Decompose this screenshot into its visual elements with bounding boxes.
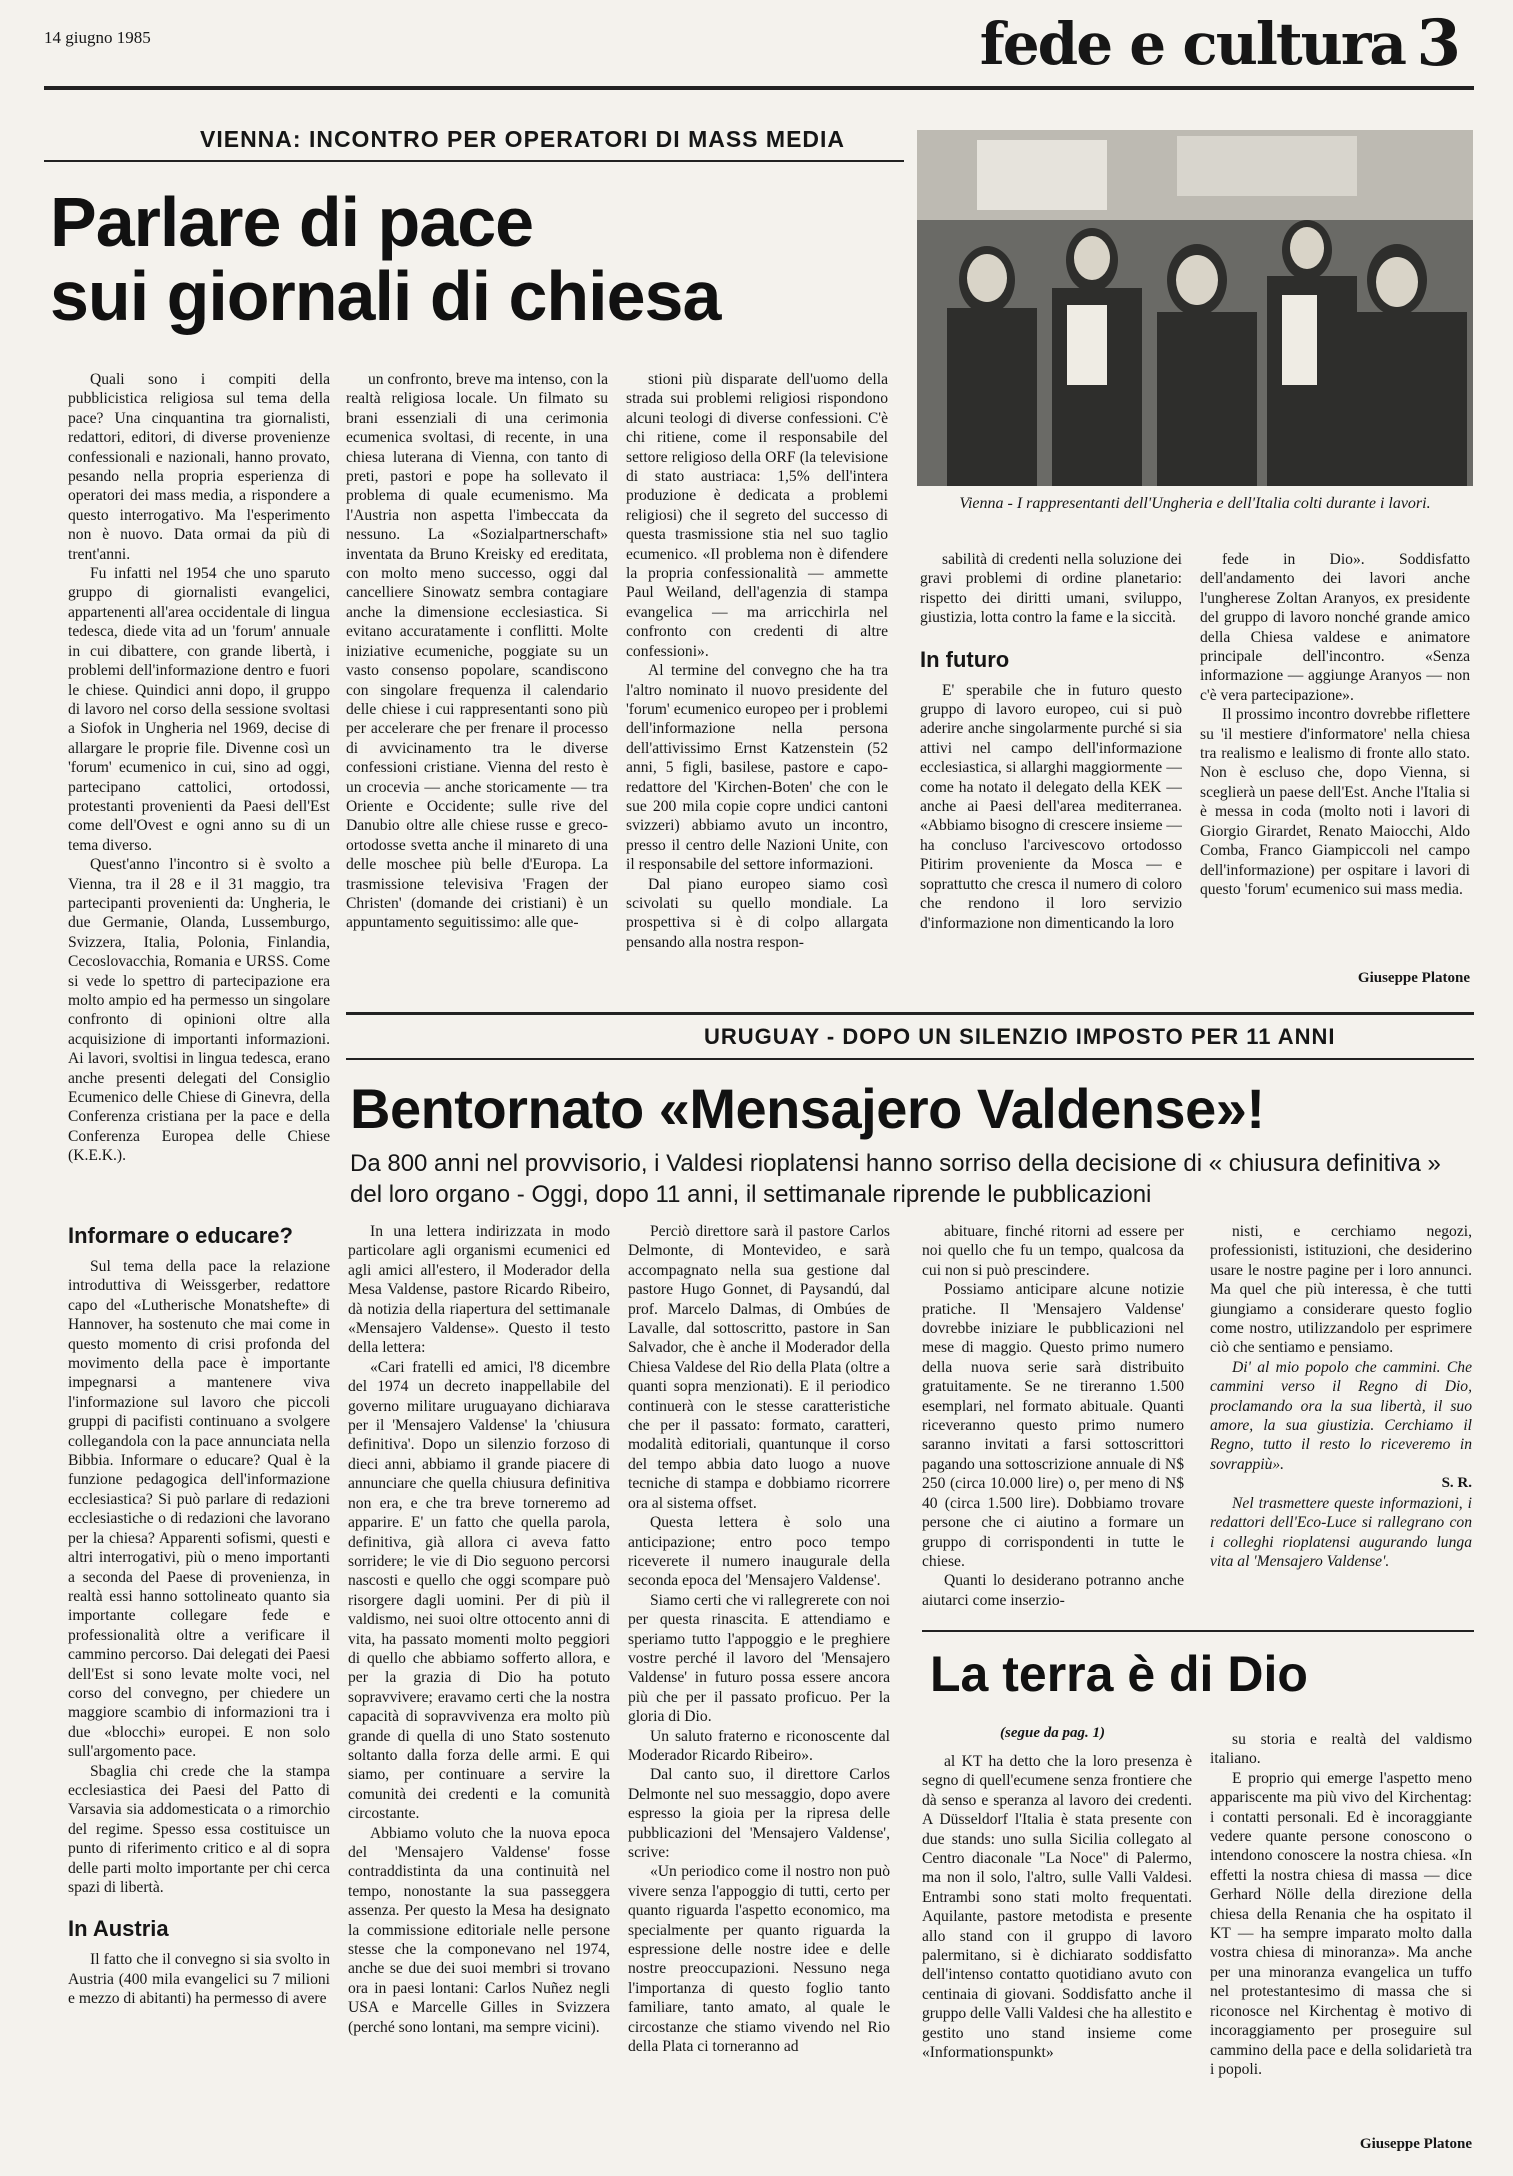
paragraph: stioni più disparate dell'uomo della strada sui problemi religiosi rispondono alcuni teologi di diverse confessioni. C'è chi ritiene, come il responsabile del settore religioso della ORF (la televisione di stato austriaca: 1,5% dell'intera produzione è dedicata a problemi religiosi) che il segreto del successo di questa trasmissione stia nel suo taglio ecumenico. «Il problema non è difendere la propria confessionalità — ammette Paul Weiland, dell'agenzia di stampa evangelica — ma arricchirla nel confronto con credenti di altre confessioni». <box>626 371 888 660</box>
article1-headline-line1: Parlare di pace <box>50 183 534 261</box>
article2-kicker: URUGUAY - DOPO UN SILENZIO IMPOSTO PER 11 ANNI <box>704 1024 1336 1049</box>
paragraph: Il prossimo incontro dovrebbe riflettere su 'il mestiere d'informatore' nella chiesa tra realismo e lealismo di fronte allo stato. Non è escluso che, dopo Vienna, si sceglierà un paese dell'Est. Anche l'Italia si è messa in coda (molto noti i lavori di Giorgio Girardet, Renato Maiocchi, Aldo Comba, Franco Giampiccoli nel campo dell'informazione) per ospitare i lavori di questo 'forum' ecumenico sui mass media. <box>1200 706 1470 898</box>
paragraph: Dal piano europeo siamo così scivolati su quello mondiale. La prospettiva si è di colpo allargata pensando alla nostra respon- <box>626 875 888 951</box>
article1-column-3 <box>626 370 888 1000</box>
subheading-in-futuro: In futuro <box>920 646 1010 672</box>
paragraph: Un saluto fraterno e riconoscente dal Moderador Ricardo Ribeiro». <box>628 1727 890 1764</box>
article2-top-rule <box>346 1012 1474 1015</box>
paragraph: nisti, e cerchiamo negozi, professionisti, istituzioni, che desiderino usare le nostre pagine per i loro annunci. Ma quel che più interessa, è che tutti giungiamo a considerare questo foglio come nostro, utilizzandolo per esprimere ciò che sentiamo e pensiamo. <box>1210 1223 1472 1357</box>
paragraph: In una lettera indirizzata in modo particolare agli organismi ecumenici ed agli amici all'estero, il Moderador della Mesa Valdense, pastore Ricardo Ribeiro, dà notizia della riapertura del settimanale «Mensajero Valdense». Questo il testo della lettera: <box>348 1223 610 1357</box>
article2-kicker-rule <box>346 1058 1474 1060</box>
article2-column-4 <box>1210 1222 1472 1622</box>
paragraph: Quanti lo desiderano potranno anche aiutarci come inserzio- <box>922 1572 1184 1609</box>
article3-top-rule <box>922 1630 1474 1632</box>
paragraph: Fu infatti nel 1954 che uno sparuto gruppo di giornalisti evangelici, appartenenti all'area occidentale di lingua tedesca, diede vita ad un 'forum' annuale in cui dibattere, con grande libertà, i problemi dell'informazione dentro e fuori le chiese. Quindici anni dopo, il gruppo di lavoro nel corso della sessione svoltasi a Siofok in Ungheria nel 1969, decise di allargare le proprie file. Divenne così un 'forum' ecumenico in cui, sino ad oggi, partecipano cattolici, ortodossi, protestanti provenienti da Paesi dell'Est come dell'Ovest e ogni anno su di un tema diverso. <box>68 565 330 854</box>
subheading-informare-o-educare: Informare o educare? <box>68 1223 293 1248</box>
paragraph: un confronto, breve ma intenso, con la realtà religiosa locale. Un filmato su brani essenziali di una cerimonia ecumenica svoltasi, di recente, in una chiesa luterana di Vienna, con tanto di preti, pastori e pope ha sollevato il problema di quale ecumenismo. Ma l'Austria non aspetta l'imbeccata da nessuno. La «Sozialpartnerschaft» inventata da Bruno Kreisky ed ereditata, con molto meno successo, oggi dal cancelliere Sinowatz sembra contagiare anche la dimensione ecclesiastica. Si evitano accuratamente i conflitti. Molte iniziative ecumeniche, poggiate su un vasto consenso popolare, scandiscono con singolare frequenza il calendario delle chiese i cui rappresentanti sono più per accelerare che per frenare il processo di avvicinamento tra le diverse confessioni cristiane. Vienna del resto è un crocevia — anche storicamente — tra Oriente e Occidente; sulle rive del Danubio oltre alle chiese russe e greco-ortodosse svetta anche il minareto di una delle moschee più belle d'Europa. La trasmissione televisiva 'Fragen der Christen' (domande dei cristiani) è un appuntamento seguitissimo: alle que- <box>346 371 608 932</box>
article1-column-5 <box>1200 550 1470 960</box>
paragraph: Possiamo anticipare alcune notizie pratiche. Il 'Mensajero Valdense' dovrebbe iniziare le pubblicazioni nel mese di maggio. Questo primo numero della nuova serie sarà distribuito gratuitamente. Se ne tireranno 1.500 esemplari, nel formato abituale. Quanti riceveranno questo primo numero saranno invitati a farsi sottoscrittori pagando una sottoscrizione annuale di N$ 250 (circa 10.000 lire) o, per meno di N$ 40 (circa 1.500 lire). Dobbiamo trovare persone che ci aiutino a formare un gruppo di corrispondenti in tutte le chiese. <box>922 1281 1184 1570</box>
issue-date: 14 giugno 1985 <box>44 28 151 47</box>
article2-column-3 <box>922 1222 1184 1622</box>
audience-photo-illustration <box>917 130 1473 486</box>
paragraph: E proprio qui emerge l'aspetto meno appariscente ma più vivo del Kirchentag: i contatti personali. Ed è incoraggiante vedere quante persone conoscono o intendono conoscere la nostra chiesa. «In effetti la nostra chiesa di massa — dice Gerhard Nölle della direzione della chiesa della Renania che ha ospitato il KT — ha sempre imparato molto dalla vostra chiesa di minoranza». Ma anche per una minoranza evangelica un tuffo nel protestantesimo di massa che si riconosce nel Kirchentag è motivo di incoraggiamento per proseguire sul cammino della pace e della solidarietà tra i popoli. <box>1210 1769 1472 2078</box>
paragraph: Sbaglia chi crede che la stampa ecclesiastica dei Paesi del Patto di Varsavia sia addomesticata o a rimorchio del regime. Spesso essa costituisce un punto di riferimento critico e al di sopra delle parti molto importante per chi cerca spazi di libertà. <box>68 1762 330 1896</box>
article1-column-4 <box>920 550 1182 1000</box>
article3-continued-note: (segue da pag. 1) <box>1000 1725 1105 1741</box>
paragraph: fede in Dio». Soddisfatto dell'andamento dei lavori anche l'ungherese Zoltan Aranyos, ex presidente del gruppo di lavoro nonché grande amico della Chiesa valdese e animatore principale dell'incontro. «Senza informazione — aggiunge Aranyos — non c'è vera partecipazione». <box>1200 551 1470 704</box>
editor-note: Nel trasmettere queste informazioni, i redattori dell'Eco-Luce si rallegrano con i colleghi rioplatensi augurando lunga vita al 'Mensajero Valdense'. <box>1210 1494 1472 1570</box>
photo-caption: Vienna - I rappresentanti dell'Ungheria e dell'Italia colti durante i lavori. <box>959 495 1431 512</box>
article2-headline: Bentornato «Mensajero Valdense»! <box>350 1077 1265 1140</box>
article2-column-1 <box>348 1222 610 2142</box>
paragraph: E' sperabile che in futuro questo gruppo di lavoro europeo, cui si può aderire anche singolarmente purché si sia attivi nel campo dell'informazione ecclesiastica, si allarghi maggiormente — come ha notato il delegato della KEK — anche ai Paesi dell'area mediterranea. «Abbiamo bisogno di crescere insieme — ha concluso l'arcivescovo ortodosso Pitirim proveniente da Mosca — e soprattutto che cresca il numero di coloro che rendono il loro servizio d'informazione non dimenticando la loro <box>920 681 1182 932</box>
paragraph: al KT ha detto che la loro presenza è segno di quell'ecumene senza frontiere che dà senso e speranza al lavoro dei credenti. A Düsseldorf l'Italia è stata presente con due stands: uno sulla Sicilia collegato al Centro diaconale "La Noce" di Palermo, ma non il solo, l'altro, sulle Valli Valdesi. Entrambi sono stati molto frequentati. Aquilante, pastore metodista e presente allo stand con il gruppo di lavoro palermitano, si è dichiarato soddisfatto dell'intenso contatto quotidiano avuto con centinaia di giovani. Soddisfatto anche il gruppo delle Valli Valdesi che ha allestito e gestito uno stand insieme come «Informationspunkt» <box>922 1753 1192 2062</box>
article3-headline: La terra è di Dio <box>930 1646 1308 1702</box>
subheading-in-austria: In Austria <box>68 1916 169 1942</box>
article3-column-1 <box>922 1752 1192 2152</box>
article2-signature: S. R. <box>1441 1475 1472 1492</box>
paragraph: Al termine del convegno che ha tra l'altro nominato il nuovo presidente del 'forum' ecumenico europeo per i problemi dell'informazione nella persona dell'attivissimo Ernst Katzenstein (52 anni, 5 figli, basilese, pastore e capo-redattore del 'Kirchen-Boten' che con le sue 200 mila copie copre undici cantoni svizzeri) abbiamo avuto un incontro, presso il centro delle Nazioni Unite, con il responsabile del settore informazioni. <box>626 662 888 874</box>
paragraph: abituare, finché ritorni ad essere per noi quello che fu un tempo, qualcosa da cui non si può prescindere. <box>922 1223 1184 1279</box>
conference-photo <box>917 130 1473 486</box>
article1-headline <box>50 183 721 335</box>
article2-deck: Da 800 anni nel provvisorio, i Valdesi rioplatensi hanno sorriso della decisione di « chiusura definitiva » del loro organo - Oggi, dopo 11 anni, il settimanale riprende le pubblicazioni <box>350 1150 1441 1208</box>
article1-byline: Giuseppe Platone <box>1357 970 1470 986</box>
paragraph: Perciò direttore sarà il pastore Carlos Delmonte, di Montevideo, e sarà accompagnato nella sua gestione dal pastore Hugo Gonnet, di Paysandú, dal prof. Marcelo Dalmas, di Ombúes de Lavalle, dal sottoscritto, pastore in San Salvador, che è anche il Moderador della Chiesa Valdese del Rio della Plata (oltre a quanti sopra menzionati). E il periodico continuerà con le stesse caratteristiche che per il passato: formato, caratteri, modalità editoriali, quantunque il corso del tempo abbia dato luogo a nuove tecniche di stampa e dobbiamo ricorrere ora al sistema offset. <box>628 1223 890 1512</box>
paragraph: Dal canto suo, il direttore Carlos Delmonte nel suo messaggio, dopo avere espresso la gioia per la ripresa delle pubblicazioni del 'Mensajero Valdense', scrive: <box>628 1766 890 1861</box>
paragraph: Il fatto che il convegno si sia svolto in Austria (400 mila evangelici su 7 milioni e mezzo di abitanti) ha permesso di avere <box>68 1951 330 2008</box>
masthead-rule <box>44 86 1474 90</box>
paragraph: Quali sono i compiti della pubblicistica religiosa sul tema della pace? Una cinquantina tra giornalisti, redattori, editori, di diverse provenienze confessionali e nazionali, hanno provato, pesando nella propria esperienza di operatori dei mass media, a rispondere a questo interrogativo. Ma l'esperimento non è nuovo. Data ormai da più di trent'anni. <box>68 371 330 563</box>
paragraph: Abbiamo voluto che la nuova epoca del 'Mensajero Valdense' fosse contraddistinta da una continuità nel tempo, nonostante la sua passeggera assenza. Per questo la Mesa ha designato la commissione editoriale nelle persone stesse che la componevano nel 1974, anche se due dei suoi membri si trovano ora in paesi lontani: Carlos Nuñez negli USA e Marcelle Gilles in Svizzera (perché sono lontani, ma sempre vicini). <box>348 1824 610 2036</box>
paragraph: su storia e realtà del valdismo italiano. <box>1210 1731 1472 1768</box>
paragraph: Sul tema della pace la relazione introduttiva di Weissgerber, redattore capo del «Lutherische Monatshefte» di Hannover, ha sostenuto che mai come in questo momento di crisi profonda del movimento della pace è importante impegnarsi a mantenere viva l'informazione sul lavoro che piccoli gruppi di pacifisti continuano a svolgere collegandola con la pace annunciata nella Bibbia. Informare o educare? Qual è la funzione pedagogica dell'informazione ecclesiastica? Si può parlare di redazioni ecclesiastiche o di redazioni che lavorano per la chiesa? Apparenti sofismi, questi e altri interrogativi, più o meno importanti a seconda del Paese di provenienza, in realtà essi hanno sottolineato quanto sia importante collegare fede e professionalità oltre a verificare il cammino percorso. Dai delegati dei Paesi dell'Est si sono levate molte voci, nel corso del convegno, per chiedere un maggiore scambio di informazioni tra i due «blocchi» europei. E non solo sull'argomento pace. <box>68 1258 330 1761</box>
paragraph: «Un periodico come il nostro non può vivere senza l'appoggio di tutti, certo per quanto riguarda l'aspetto economico, ma specialmente per quanto riguarda la espressione delle nostre idee e delle nostre preoccupazioni. Nessuno nega l'importanza di questo foglio tanto familiare, tanto amato, al quale le circostanze che stiamo vivendo nel Rio della Plata ci torneranno ad <box>628 1863 890 2056</box>
article1-kicker: VIENNA: INCONTRO PER OPERATORI DI MASS MEDIA <box>200 126 846 152</box>
article3-byline: Giuseppe Platone <box>1359 2136 1472 2152</box>
article1-column-1 <box>68 370 330 1210</box>
paragraph: sabilità di credenti nella soluzione dei gravi problemi di ordine planetario: rispetto dei diritti umani, sviluppo, giustizia, lotta contro la fame e la siccità. <box>920 551 1182 627</box>
article1-column-1-lower <box>68 1222 330 2142</box>
article1-kicker-rule <box>44 160 904 162</box>
paragraph: «Cari fratelli ed amici, l'8 dicembre del 1974 un decreto inappellabile del governo militare uruguayano dichiarava per il 'Mensajero Valdense' la 'chiusura definitiva'. Dopo un silenzio forzoso di dieci anni, abbiamo il grande piacere di annunciare che quella chiusura definitiva non era, e che tra breve torneremo ad apparire. E' un fatto che quella parola, definitiva, già allora ci aveva fatto sorridere; le vie di Dio seguono percorsi nascosti e quello che oggi scompare può risorgere dagli uomini. Per di più il valdismo, nei suoi oltre ottocento anni di vita, ha passato momenti molto peggiori di quello che abbiamo sofferto allora, e per la grazia di Dio ha potuto sopravvivere; eravamo certi che la nostra capacità di sopravvivenza era molto più grande di quella di uno Stato sostenuto soltanto dalla forza delle armi. E qui siamo, per continuare a servire la comunità dei credenti e la comunità circostante. <box>348 1358 610 1823</box>
section-title: fede e cultura <box>979 10 1405 78</box>
page-number: 3 <box>1416 6 1461 81</box>
article1-column-2 <box>346 370 608 1000</box>
paragraph: Siamo certi che vi rallegrerete con noi per questa rinascita. E attendiamo e speriamo tutto l'appoggio e le preghiere vostre perché il lavoro del 'Mensajero Valdense' in futuro possa essere ancora più che per il passato proficuo. Per la gloria di Dio. <box>628 1591 890 1726</box>
article2-column-2 <box>628 1222 890 2142</box>
paragraph: Questa lettera è solo una anticipazione; entro poco tempo riceverete il numero inaugurale della seconda epoca del 'Mensajero Valdense'. <box>628 1514 890 1590</box>
article1-headline-line2: sui giornali di chiesa <box>50 256 721 335</box>
article3-column-2 <box>1210 1730 1472 2130</box>
paragraph: Quest'anno l'incontro si è svolto a Vienna, tra il 28 e il 31 maggio, tra partecipanti provenienti da: Ungheria, le due Germanie, Olanda, Lussemburgo, Svizzera, Italia, Polonia, Finlandia, Cecoslovacchia, Romania e URSS. Come si vede lo spettro di partecipazione era molto ampio ed ha permesso un singolare confronto di opinioni oltre alla acquisizione di importanti informazioni. Ai lavori, svoltisi in lingua tedesca, erano anche presenti delegati del Consiglio Ecumenico delle Chiese di Ginevra, della Conferenza cristiana per la pace e della Conferenza Europea delle Chiese (K.E.K.). <box>68 856 330 1165</box>
paragraph: Di' al mio popolo che cammini. Che cammini verso il Regno di Dio, proclamando ora la sua libertà, il suo amore, la sua giustizia. Cerchiamo il Regno, tutto il resto lo riceveremo in sovrappiù». <box>1210 1358 1472 1473</box>
